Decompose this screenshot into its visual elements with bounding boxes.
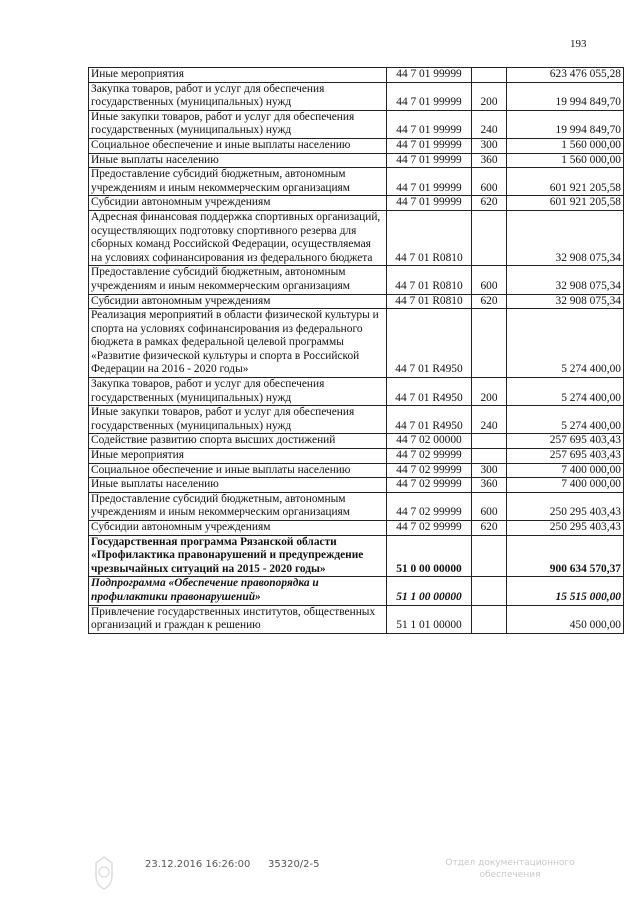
table-row (89, 68, 624, 83)
row-amount: 19 994 849,70 (507, 82, 624, 110)
row-code: 51 1 01 00000 (387, 605, 472, 633)
row-name: Реализация мероприятий в области физической культуры и спорта на условиях софинансирования из федерального бюджета в рамках федеральной целевой программы «Развитие физической культуры и спорта в Российской Федерации на 2016 - 2020 годы» (89, 309, 387, 378)
footer-doc-code: 35320/2-5 (268, 859, 320, 870)
emblem-icon (90, 855, 118, 891)
row-expense-type (472, 535, 507, 577)
row-name: Подпрограмма «Обеспечение правопорядка и профилактики правонарушений» (89, 577, 387, 605)
row-expense-type: 620 (472, 294, 507, 309)
table-row (89, 196, 624, 211)
table-row (89, 378, 624, 406)
row-amount: 450 000,00 (507, 605, 624, 633)
row-amount: 250 295 403,43 (507, 521, 624, 536)
table-row (89, 577, 624, 605)
row-code: 44 7 01 R0810 (387, 294, 472, 309)
row-expense-type (472, 605, 507, 633)
row-amount: 15 515 000,00 (507, 577, 624, 605)
row-amount: 32 908 075,34 (507, 266, 624, 294)
row-amount: 7 400 000,00 (507, 463, 624, 478)
row-amount: 601 921 205,58 (507, 196, 624, 211)
footer-datetime: 23.12.2016 16:26:00 (145, 859, 251, 870)
row-amount: 1 560 000,00 (507, 138, 624, 153)
row-code: 44 7 01 99999 (387, 110, 472, 138)
row-code: 44 7 01 99999 (387, 82, 472, 110)
row-name: Иные выплаты населению (89, 478, 387, 493)
row-name: Субсидии автономным учреждениям (89, 294, 387, 309)
row-name: Субсидии автономным учреждениям (89, 196, 387, 211)
row-expense-type: 300 (472, 138, 507, 153)
row-amount: 1 560 000,00 (507, 153, 624, 168)
row-name: Содействие развитию спорта высших достижений (89, 434, 387, 449)
table-row (89, 153, 624, 168)
row-name: Предоставление субсидий бюджетным, автономным учреждениям и иным некоммерческим организациям (89, 492, 387, 520)
row-name: Иные мероприятия (89, 68, 387, 83)
table-row (89, 521, 624, 536)
row-code: 44 7 01 99999 (387, 138, 472, 153)
table-row (89, 266, 624, 294)
row-expense-type (472, 577, 507, 605)
row-code: 44 7 01 R4950 (387, 309, 472, 378)
row-expense-type: 620 (472, 196, 507, 211)
row-expense-type (472, 210, 507, 265)
table-row (89, 463, 624, 478)
row-code: 44 7 01 99999 (387, 196, 472, 211)
row-expense-type: 200 (472, 82, 507, 110)
row-code: 51 0 00 00000 (387, 535, 472, 577)
row-code: 44 7 01 99999 (387, 153, 472, 168)
table-row (89, 449, 624, 464)
table-row (89, 478, 624, 493)
row-code: 44 7 01 R0810 (387, 266, 472, 294)
row-amount: 32 908 075,34 (507, 294, 624, 309)
row-code: 44 7 02 99999 (387, 463, 472, 478)
row-expense-type: 600 (472, 492, 507, 520)
budget-table-body (89, 68, 624, 634)
row-name: Социальное обеспечение и иные выплаты населению (89, 138, 387, 153)
row-expense-type: 360 (472, 153, 507, 168)
row-amount: 900 634 570,37 (507, 535, 624, 577)
row-expense-type (472, 449, 507, 464)
row-expense-type (472, 68, 507, 83)
table-row (89, 605, 624, 633)
row-code: 44 7 01 R0810 (387, 210, 472, 265)
row-name: Привлечение государственных институтов, общественных организаций и граждан к решению (89, 605, 387, 633)
row-name: Закупка товаров, работ и услуг для обеспечения государственных (муниципальных) нужд (89, 378, 387, 406)
row-code: 44 7 01 R4950 (387, 406, 472, 434)
row-name: Субсидии автономным учреждениям (89, 521, 387, 536)
row-amount: 32 908 075,34 (507, 210, 624, 265)
row-code: 44 7 02 99999 (387, 521, 472, 536)
row-name: Социальное обеспечение и иные выплаты населению (89, 463, 387, 478)
table-row (89, 535, 624, 577)
row-name: Предоставление субсидий бюджетным, автономным учреждениям и иным некоммерческим организациям (89, 168, 387, 196)
row-amount: 250 295 403,43 (507, 492, 624, 520)
row-name: Закупка товаров, работ и услуг для обеспечения государственных (муниципальных) нужд (89, 82, 387, 110)
table-row (89, 492, 624, 520)
table-row (89, 309, 624, 378)
row-amount: 7 400 000,00 (507, 478, 624, 493)
row-code: 44 7 01 R4950 (387, 378, 472, 406)
table-row (89, 138, 624, 153)
row-amount: 623 476 055,28 (507, 68, 624, 83)
row-expense-type: 600 (472, 168, 507, 196)
row-expense-type: 620 (472, 521, 507, 536)
row-expense-type: 360 (472, 478, 507, 493)
row-amount: 5 274 400,00 (507, 309, 624, 378)
row-name: Иные выплаты населению (89, 153, 387, 168)
table-row (89, 82, 624, 110)
row-expense-type (472, 309, 507, 378)
row-code: 44 7 01 99999 (387, 68, 472, 83)
table-row (89, 406, 624, 434)
row-name: Иные закупки товаров, работ и услуг для обеспечения государственных (муниципальных) нужд (89, 110, 387, 138)
row-code: 44 7 02 00000 (387, 434, 472, 449)
row-expense-type: 300 (472, 463, 507, 478)
row-amount: 5 274 400,00 (507, 406, 624, 434)
row-name: Государственная программа Рязанской области «Профилактика правонарушений и предупреждение чрезвычайных ситуаций на 2015 - 2020 годы» (89, 535, 387, 577)
table-row (89, 210, 624, 265)
budget-table (88, 67, 624, 634)
row-code: 51 1 00 00000 (387, 577, 472, 605)
row-amount: 5 274 400,00 (507, 378, 624, 406)
table-row (89, 168, 624, 196)
row-name: Адресная финансовая поддержка спортивных организаций, осуществляющих подготовку спортивного резерва для сборных команд Российской Федерации, осуществляемая на условиях софинансирования из федерального бюджета (89, 210, 387, 265)
row-code: 44 7 02 99999 (387, 478, 472, 493)
row-expense-type: 600 (472, 266, 507, 294)
row-name: Иные закупки товаров, работ и услуг для обеспечения государственных (муниципальных) нужд (89, 406, 387, 434)
row-code: 44 7 02 99999 (387, 449, 472, 464)
page-footer (0, 855, 640, 895)
row-expense-type: 200 (472, 378, 507, 406)
row-amount: 19 994 849,70 (507, 110, 624, 138)
row-code: 44 7 02 99999 (387, 492, 472, 520)
page-number: 193 (570, 38, 587, 50)
table-row (89, 434, 624, 449)
row-amount: 601 921 205,58 (507, 168, 624, 196)
row-amount: 257 695 403,43 (507, 434, 624, 449)
row-expense-type: 240 (472, 406, 507, 434)
table-row (89, 110, 624, 138)
row-amount: 257 695 403,43 (507, 449, 624, 464)
row-expense-type: 240 (472, 110, 507, 138)
table-row (89, 294, 624, 309)
row-name: Предоставление субсидий бюджетным, автономным учреждениям и иным некоммерческим организациям (89, 266, 387, 294)
footer-watermark: Отдел документационного обеспечения (445, 858, 575, 880)
row-expense-type (472, 434, 507, 449)
row-code: 44 7 01 99999 (387, 168, 472, 196)
row-name: Иные мероприятия (89, 449, 387, 464)
